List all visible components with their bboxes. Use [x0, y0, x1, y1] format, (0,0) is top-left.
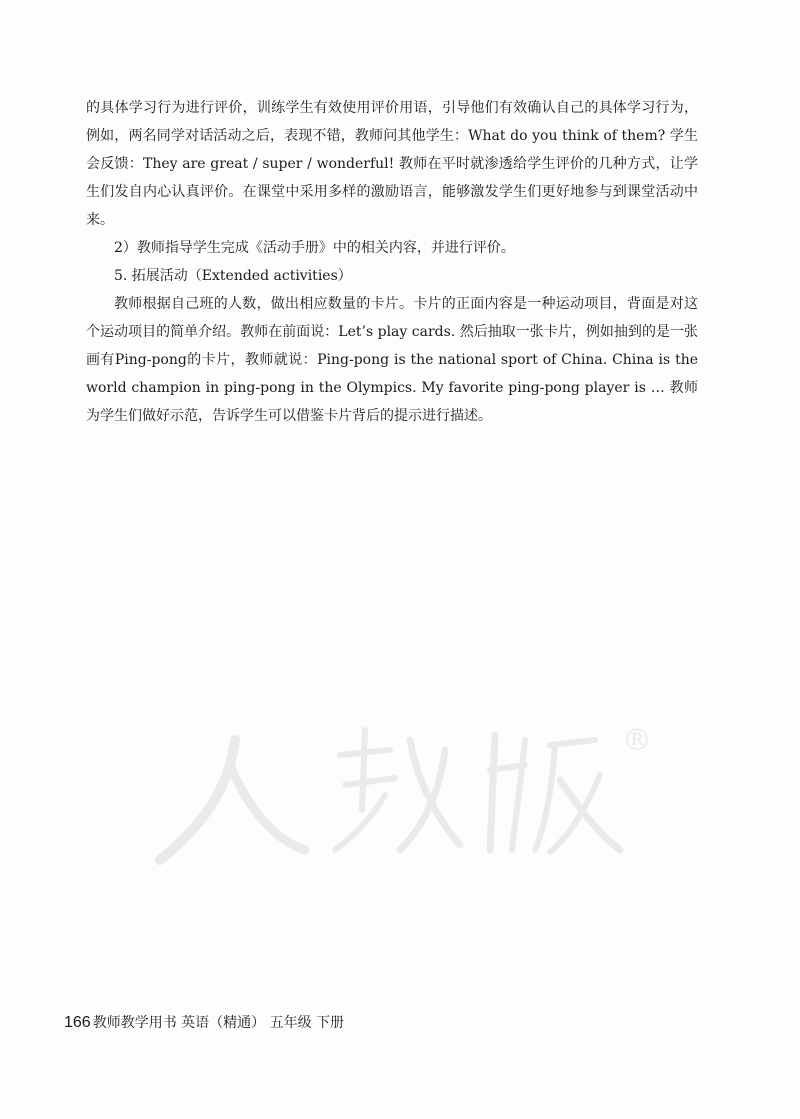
paragraph-evaluation: 的具体学习行为进行评价，训练学生有效使用评价用语，引导他们有效确认自己的具体学习行为，例如，两名同学对话活动之后，表现不错，教师问其他学生：What do you think of them? 学生会反馈：They are great / super / wonderful! 教师在平时就渗透给学生评价的几种方式，让学生们发自内心认真评价。在课堂中采用多样的激励语言，能够激发学生们更好地参与到课堂活动中来。 — [86, 100, 698, 228]
body-text — [86, 94, 698, 430]
paragraph-cards-activity: 教师根据自己班的人数，做出相应数量的卡片。卡片的正面内容是一种运动项目，背面是对这个运动项目的简单介绍。教师在前面说：Let’s play cards. 然后抽取一张卡片，例如抽到的是一张画有Ping-pong的卡片，教师就说：Ping-pong is the national sport of China. China is the world champion in ping-pong in the Olympics. My favorite ping-pong player is … 教师为学生们做好示范，告诉学生可以借鉴卡片背后的提示进行描述。 — [86, 296, 698, 424]
page-number: 166 — [64, 1014, 91, 1031]
registered-mark: ® — [622, 723, 652, 758]
paragraph-activity-book: 2）教师指导学生完成《活动手册》中的相关内容，并进行评价。 — [114, 240, 515, 256]
publisher-watermark — [140, 700, 660, 870]
page-footer — [64, 1012, 344, 1032]
section-heading-extended-activities: 5. 拓展活动（Extended activities） — [114, 268, 352, 284]
watermark-logo-icon — [140, 700, 660, 870]
book-title: 教师教学用书 英语（精通） 五年级 下册 — [92, 1015, 345, 1031]
